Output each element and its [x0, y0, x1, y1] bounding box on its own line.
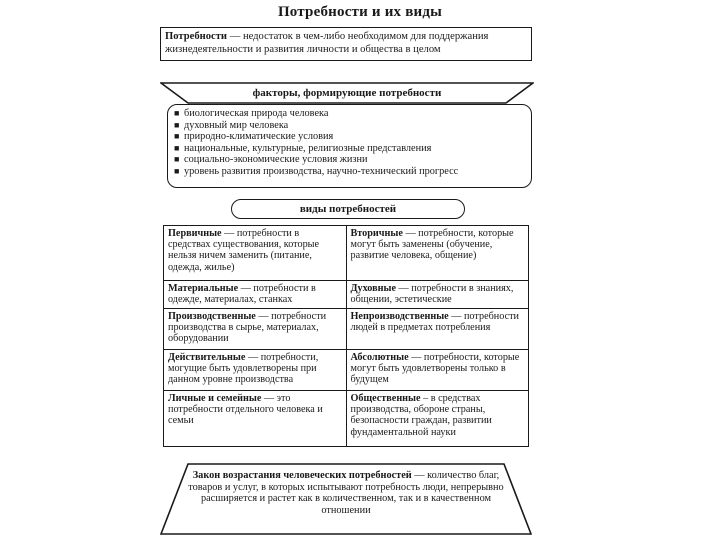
type-text: – в средствах производства, обороне страны, безопасности граждан, развитии фундаментальной науки [350, 393, 492, 438]
type-term: Личные и семейные [168, 393, 262, 404]
type-text: — потребности, которые могут быть заменены (обучение, развитие человека, общение) [350, 228, 514, 262]
definition-term: Потребности [165, 31, 228, 42]
type-text: — потребности в одежде, материалах, станках [168, 283, 316, 306]
table-cell-right [346, 226, 529, 281]
factor-text: природно-климатические условия [184, 131, 334, 143]
table-cell-left [164, 391, 347, 447]
factor-text: духовный мир человека [184, 119, 289, 131]
law-term: Закон возрастания человеческих потребностей [192, 470, 412, 481]
type-text: — потребности в знаниях, общении, эстетические [350, 283, 514, 306]
definition-text: — недостаток в чем-либо необходимом для поддержания жизнедеятельности и развития личности и общества в целом [165, 31, 489, 55]
type-term: Действительные [168, 352, 246, 363]
law-description: — количество благ, товаров и услуг, в которых испытывают потребность люди, непрерывно расширяется и растет как в количественном, так и в качественном отношении [188, 470, 504, 516]
table-row [164, 281, 529, 309]
type-term: Духовные [350, 283, 396, 294]
bullet-icon: ■ [174, 154, 180, 165]
factors-heading-banner [160, 82, 534, 104]
bullet-icon: ■ [174, 119, 180, 130]
list-item [174, 131, 525, 143]
type-term: Первичные [168, 228, 222, 239]
law-text [180, 470, 512, 516]
types-heading: виды потребностей [231, 199, 465, 219]
factors-heading: факторы, формирующие потребности [252, 87, 442, 99]
list-item [174, 108, 525, 120]
table-cell-left [164, 281, 347, 309]
table-cell-right [346, 281, 529, 309]
factors-list-box [167, 104, 532, 188]
type-text: — потребности производства в сырье, материалах, оборудовании [168, 311, 327, 345]
bullet-icon: ■ [174, 165, 180, 176]
list-item [174, 120, 525, 132]
list-item [174, 143, 525, 155]
type-text: — потребности в средствах существования, которые нельзя ничем заменить (питание, одежда, жилье) [168, 228, 320, 273]
table-cell-left [164, 226, 347, 281]
type-term: Производственные [168, 311, 256, 322]
factor-text: национальные, культурные, религиозные представления [184, 142, 432, 154]
type-term: Абсолютные [350, 352, 409, 363]
bullet-icon: ■ [174, 142, 180, 153]
type-text: — потребности, могущие быть удовлетворены при данном уровне производства [168, 352, 319, 386]
list-item [174, 166, 525, 178]
type-text: — потребности людей в предметах потребления [350, 311, 519, 334]
table-cell-right [346, 391, 529, 447]
type-term: Непроизводственные [350, 311, 449, 322]
table-cell-right [346, 309, 529, 350]
table-row [164, 391, 529, 447]
type-term: Общественные [350, 393, 421, 404]
factor-text: социально-экономические условия жизни [184, 154, 368, 166]
table-row [164, 226, 529, 281]
table-row [164, 350, 529, 391]
factor-text: биологическая природа человека [184, 108, 329, 119]
page-title: Потребности и их виды [277, 4, 443, 20]
type-text: — это потребности отдельного человека и семьи [168, 393, 323, 427]
table-row [164, 309, 529, 350]
factors-list [174, 108, 525, 178]
type-text: — потребности, которые могут быть удовлетворены только в будущем [350, 352, 520, 386]
type-term: Материальные [168, 283, 239, 294]
definition-box [160, 27, 532, 61]
table-cell-left [164, 350, 347, 391]
table-cell-left [164, 309, 347, 350]
law-box [160, 463, 532, 535]
factor-text: уровень развития производства, научно-технический прогресс [184, 165, 459, 177]
types-table [163, 225, 529, 447]
list-item [174, 154, 525, 166]
table-cell-right [346, 350, 529, 391]
bullet-icon: ■ [174, 108, 180, 118]
bullet-icon: ■ [174, 131, 180, 142]
type-term: Вторичные [350, 228, 403, 239]
